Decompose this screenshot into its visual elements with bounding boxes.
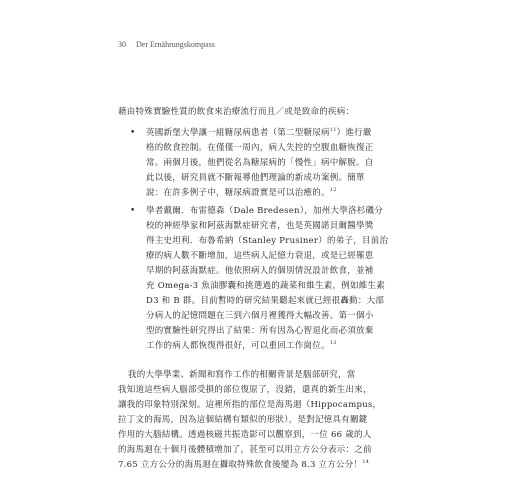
paragraph-2-line-2: 我知道這些病人腦部受損的部位復原了，沒錯，還真的新生出來， bbox=[118, 385, 372, 395]
bullet-2-line-8: 分病人的記憶問題在三到六個月裡獲得大幅改善。第一個小 bbox=[146, 311, 374, 321]
footnote-ref: 12 bbox=[329, 187, 337, 194]
bullet-1-line-4: 此以後，研究員就不斷報導他們理論的新成功案例。簡單 bbox=[146, 173, 365, 183]
book-title: Der Ernährungskompass bbox=[136, 40, 215, 49]
paragraph-2-line-3: 讓我的印象特別深刻。這裡所指的部位是海馬迴（Hippocampus， bbox=[118, 400, 382, 410]
bullet-1-line-1-tail: ）進行嚴 bbox=[336, 128, 372, 138]
paragraph-2-line-4: 拉丁文的海馬，因為這個結構有類似的形狀），是對記憶具有關鍵 bbox=[118, 415, 368, 425]
bullet-1-line-1 bbox=[146, 127, 372, 139]
footnote-ref: 11 bbox=[329, 127, 337, 134]
footnote-ref: 13 bbox=[329, 340, 337, 347]
intro-line: 藉由特殊實驗性質的飲食來治療流行而且／或是致命的疾病： bbox=[118, 107, 355, 117]
paragraph-2-line-1: 我的大學學業、新聞和寫作工作的相關背景是腦部研究，當 bbox=[128, 370, 356, 380]
paragraph-2-line-7-text: 7.65 立方公分的海馬迴在攝取特殊飲食後變為 8.3 立方公分！ bbox=[118, 460, 363, 470]
bullet-marker: • bbox=[130, 128, 136, 138]
bullet-2-line-9: 型的實驗性研究得出了結果：所有因為心智退化而必須放棄 bbox=[146, 326, 374, 336]
bullet-1-line-3: 常。兩個月後，他們從名為糖尿病的「慢性」病中解脫。自 bbox=[146, 158, 374, 168]
bullet-2-line-6: 充 Omega-3 魚油膠囊和挑選過的蔬菜和維生素，例如維生素 bbox=[146, 281, 386, 291]
bullet-1-line-1-text: 英國新堡大學讓一組糖尿病患者（第二型糖尿病 bbox=[146, 128, 330, 138]
bullet-marker: • bbox=[130, 206, 136, 216]
paragraph-2-line-6: 的海馬迴在十個月後體積增加了，甚至可以用立方公分表示：之前 bbox=[118, 445, 372, 455]
bullet-2-line-10-text: 工作的病人都恢復得很好，可以重回工作崗位。 bbox=[146, 341, 330, 351]
bullet-2-line-10 bbox=[146, 340, 337, 352]
paragraph-2-line-5: 作用的大腦結構。透過核磁共振造影可以觀察到，一位 66 歲的人 bbox=[118, 430, 372, 440]
bullet-2-line-2: 校的神經學家和阿茲海默症研究者，也是英國諾貝爾醫學獎 bbox=[146, 221, 374, 231]
bullet-2-line-3: 得主史坦利．布魯希納（Stanley Prusiner）的弟子，目前治 bbox=[146, 236, 389, 246]
bullet-1-line-5-text: 說：在許多例子中，糖尿病證實是可以治癒的。 bbox=[146, 188, 330, 198]
paragraph-2-line-7 bbox=[118, 459, 369, 471]
bullet-2-line-7: D3 和 B 群。目前暫時的研究結果聽起來就已經很轟動：大部 bbox=[146, 296, 385, 306]
footnote-ref: 14 bbox=[362, 459, 370, 466]
running-head bbox=[118, 40, 215, 49]
bullet-2-line-4: 療的病人數不斷增加，這些病人記憶力衰退，或是已經罹患 bbox=[146, 251, 374, 261]
page-number: 30 bbox=[118, 40, 126, 49]
bullet-1-line-5 bbox=[146, 187, 337, 199]
bullet-1-line-2: 格的飲食控制。在僅僅一周內，病人失控的空腹血糖恢復正 bbox=[146, 143, 374, 153]
bullet-2-line-1: 學者戴爾．布雷德森（Dale Bredesen），加州大學洛杉磯分 bbox=[146, 206, 384, 216]
bullet-2-line-5: 早期的阿茲海默症。他依照病人的個別情況設計飲食，並補 bbox=[146, 266, 374, 276]
